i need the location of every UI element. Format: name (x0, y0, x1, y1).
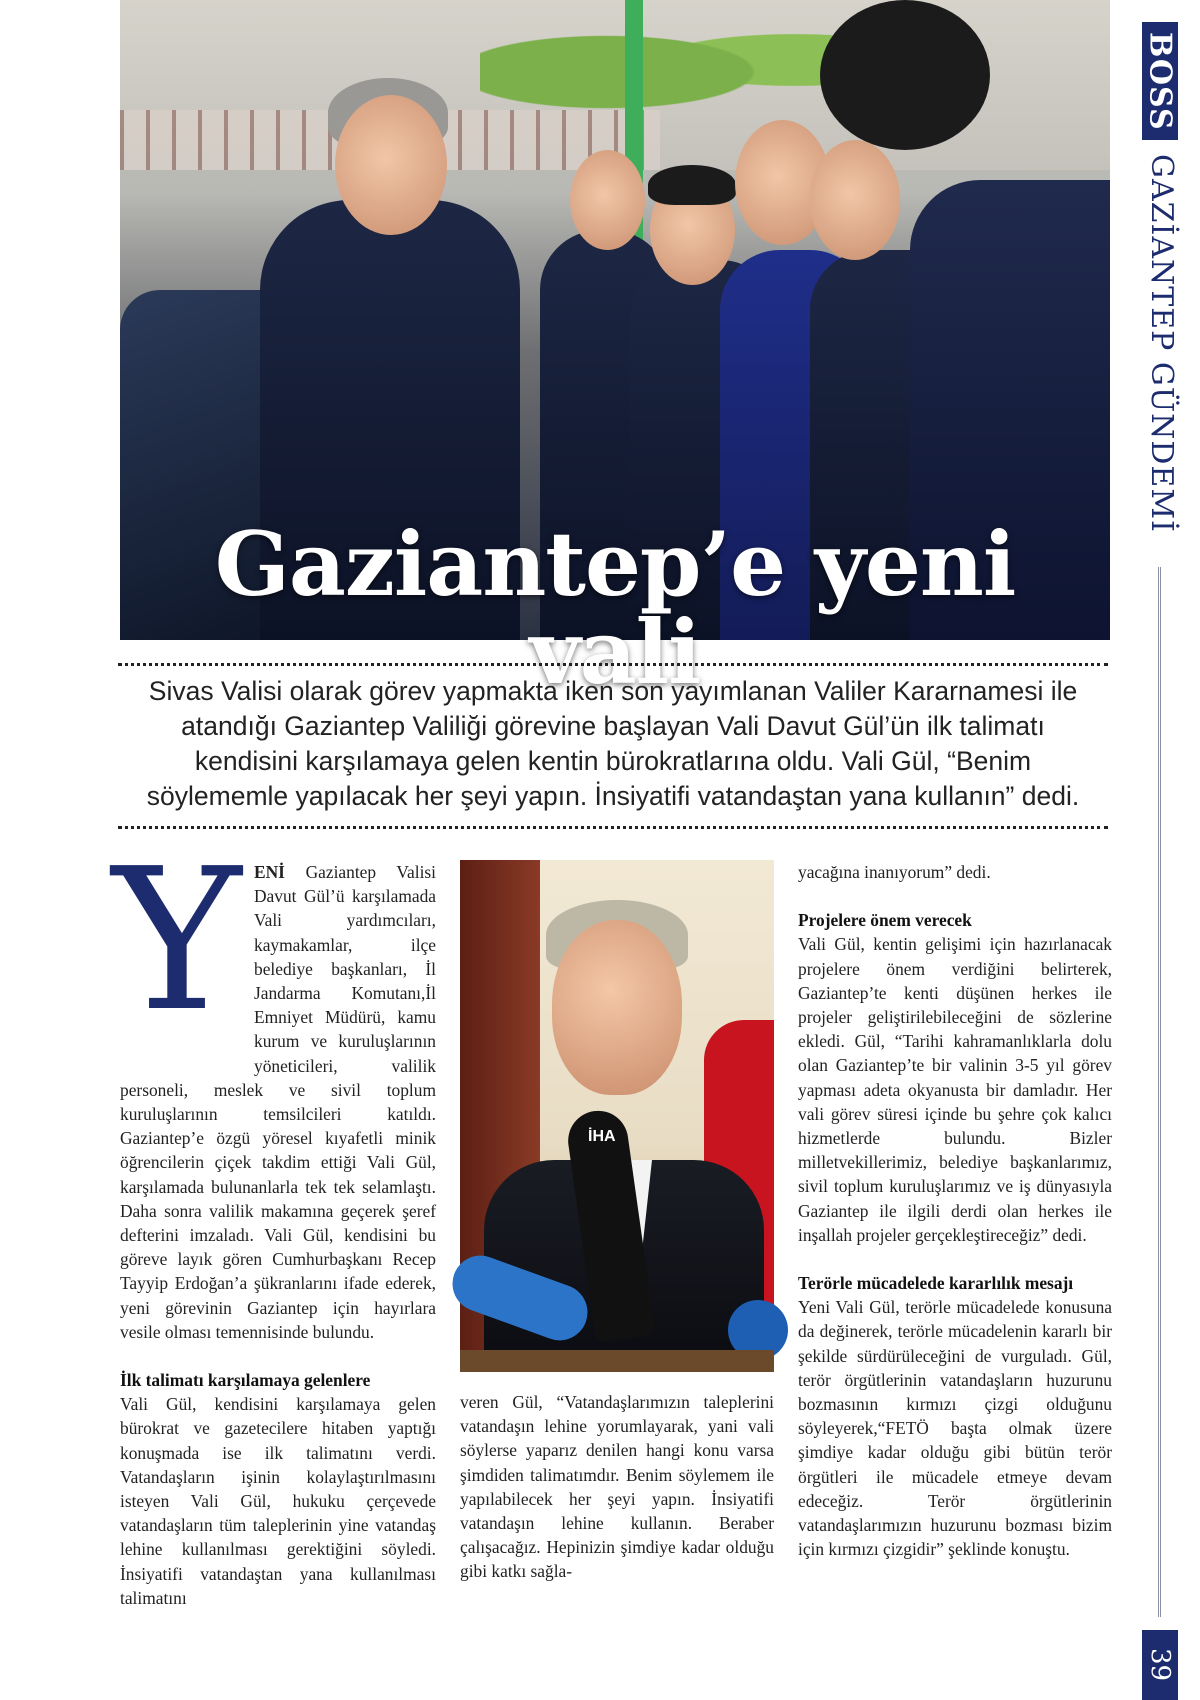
side-banner (1142, 22, 1179, 1682)
intro-text: Gaziantep Valisi Davut Gül’ü karşılamada Vali yardımcıları, kaymakamlar, ilçe belediye başkanları, İl Jandarma Komutanı,İl Emniyet Müdürü, kamu kurum ve kuruluşlarının yöneticileri, valilik personeli, meslek ve sivil toplum kuruluşlarının temsilcileri katıldı. Gaziantep’e özgü yöresel kıyafetli minik öğrencilerin çiçek takdim ettiği Vali Gül, karşılamada bulunanlarla tek tek selamlaştı. Daha sonra valilik makamına geçerek şeref defterini imzaladı. Vali Gül, kendisini bu göreve layık gören Cumhurbaşkanı Recep Tayyip Erdoğan’a şükranlarını ifade ederek, yeni görevinin Gaziantep için hayırlara vesile olması temennisinde bulundu. (120, 862, 436, 1342)
intro-bold: ENİ (254, 862, 285, 882)
brand-label (1142, 22, 1178, 140)
col3-continuation: yacağına inanıyorum” dedi. (798, 862, 991, 882)
page-number: 39 (1145, 1648, 1175, 1682)
mic-logo: İHA (588, 1128, 616, 1145)
dotted-divider-bottom (118, 826, 1108, 829)
portrait-photo (460, 860, 774, 1372)
section2-text: Vali Gül, kentin gelişimi için hazırlanacak projelere önem verdiğini belirterek, Gaziantep’te kenti düşünen herkes ile projeler geliştirilebileceğini de sözlerine ekledi. Gül, “Tarihi kahramanlıklarla dolu olan Gaziantep’te bir valinin 3-5 yıl görev yapması adeta okyanusta bir damladır. Her vali görev süresi içinde bu şehre çok kalıcı hizmetlerde bulundu. Bizler milletvekillerimiz, belediye başkanlarımız, sivil toplum kuruluşlarımız ve iş dünyasıyla Gaziantep ile ilgili derdi olan herkes ile inşallah projeler gerçekleştireceğiz” dedi. (798, 934, 1112, 1245)
section1-text-col2: veren Gül, “Vatandaşlarımızın taleplerini vatandaşın lehine yorumlayarak, yani vali söylerse yaparız denilen hangi konu varsa şimdiden talimatımdır. Benim söylemem ile yapılabilecek her şeyi yapın. İnsiyatifi vatandaşın lehine kullanın. Beraber çalışacağız. Hepinizin şimdiye kadar olduğu gibi katkı sağla- (460, 1392, 774, 1582)
section1-heading: İlk talimatı karşılamaya gelenlere (120, 1370, 371, 1391)
section3-text: Yeni Vali Gül, terörle mücadelede konusuna da değinerek, terörle mücadelenin kararlı bir şekilde sürdürüleceğini de vurguladı. Gül, terör örgütlerinin vatandaşların huzurunu bozmasının kırmızı çizgi olduğunu söyleyerek,“FETÖ başta olmak üzere şimdiye kadar olduğu gibi bütün terör örgütleri ile mücadele etmeye devam edeceğiz. Terör örgütlerinin vatandaşlarımızın huzurunu bozması bizim için kırmızı çizgidir” şeklinde konuştu. (798, 1297, 1112, 1560)
page-number-box (1142, 1630, 1178, 1700)
article-column-3 (798, 860, 1112, 1561)
lead-paragraph: Sivas Valisi olarak görev yapmakta iken son yayımlanan Valiler Kararnamesi ile atandığı Gaziantep Valiliği görevine başlayan Vali Davut Gül’ün ilk talimatı kendisini karşılamaya gelen kentin bürokratlarına oldu. Vali Gül, “Benim söylememle yapılacak her şeyi yapın. İnsiyatifi vatandaştan yana kullanın” dedi. (146, 676, 1080, 811)
drop-cap: Y (112, 827, 242, 1055)
article-column-1 (120, 860, 436, 1610)
dotted-divider-top (118, 663, 1108, 666)
section2-heading: Projelere önem verecek (798, 910, 972, 931)
headline: Gaziantep’e yeni vali (214, 512, 1016, 704)
hero-photo (120, 0, 1110, 704)
article-column-2 (460, 1390, 774, 1584)
brand-text: BOSS (1142, 31, 1178, 131)
side-rule (1158, 567, 1162, 1617)
section1-text-col1: Vali Gül, kendisini karşılamaya gelen bürokrat ve gazetecilere hitaben yaptığı konuşmada ise ilk talimatını verdi. Vatandaşların işinin kolaylaştırılmasını isteyen Vali Gül, hukuku çerçevede vatandaşların tüm taleplerinin yine vatandaş lehine kullanılması gerektiğini söyledi. İnsiyatifi vatandaştan yana kullanılması talimatını (120, 1394, 436, 1608)
section-title: GAZİANTEP GÜNDEMİ (1144, 154, 1179, 533)
section3-heading: Terörle mücadelede kararlılık mesajı (798, 1273, 1074, 1294)
